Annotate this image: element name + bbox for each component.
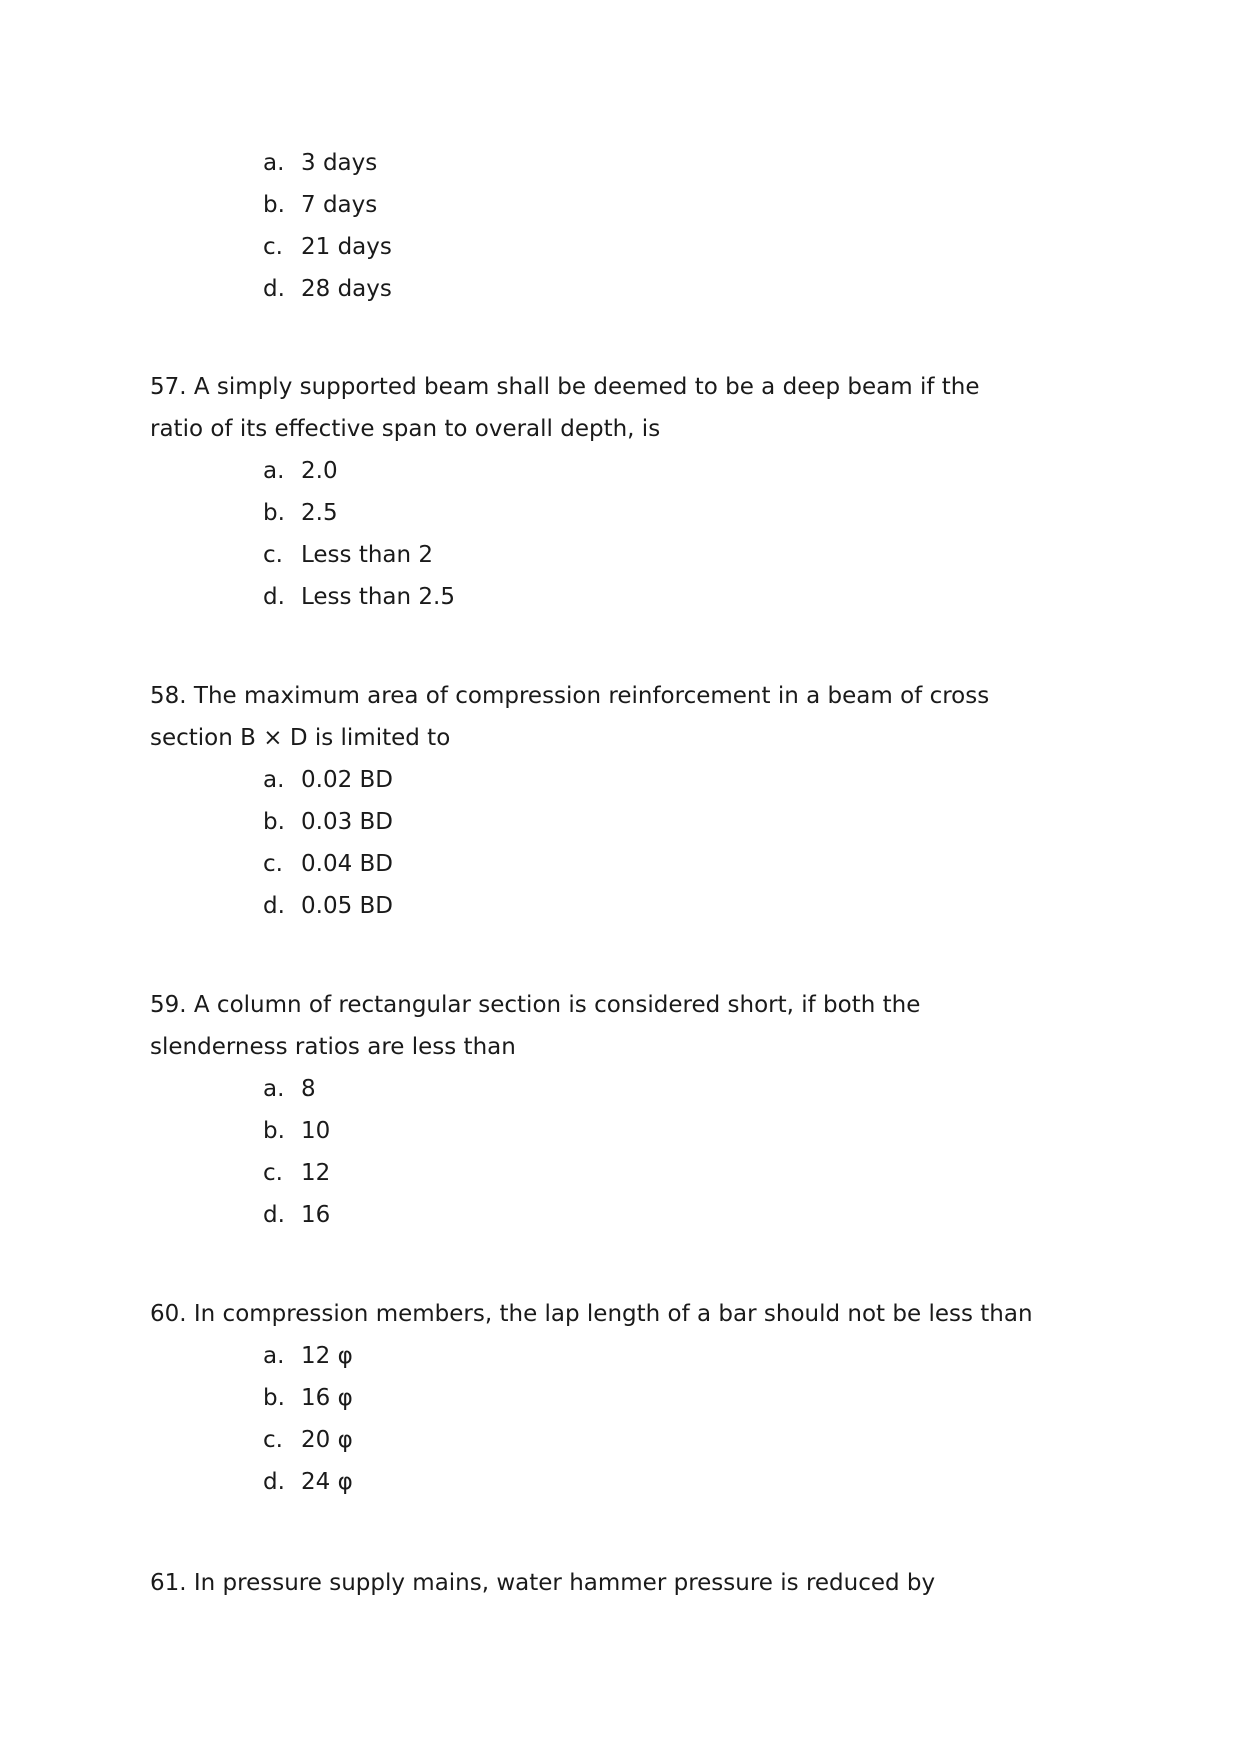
question-stem-line: 61. In pressure supply mains, water hammer pressure is reduced by	[150, 1570, 936, 1596]
option-text: 12	[301, 1160, 331, 1186]
option-text: 2.5	[301, 500, 338, 526]
option-label: a.	[263, 458, 285, 484]
option-a	[263, 1335, 1110, 1377]
question-stem-line: slenderness ratios are less than	[150, 1034, 516, 1060]
option-label: b.	[263, 1385, 285, 1411]
option-text: Less than 2.5	[301, 584, 455, 610]
option-label: a.	[263, 1076, 285, 1102]
options-list	[150, 1335, 1110, 1503]
option-label: a.	[263, 1343, 285, 1369]
option-text: 0.04 BD	[301, 851, 394, 877]
option-b	[263, 801, 1110, 843]
option-c	[263, 1152, 1110, 1194]
option-label: d.	[263, 893, 285, 919]
option-label: d.	[263, 1469, 285, 1495]
option-text: 0.02 BD	[301, 767, 394, 793]
option-a	[263, 759, 1110, 801]
option-label: c.	[263, 851, 283, 877]
option-c	[263, 534, 1110, 576]
option-label: d.	[263, 276, 285, 302]
option-label: a.	[263, 150, 285, 176]
option-b	[263, 184, 1110, 226]
option-d	[263, 885, 1110, 927]
question-stem-line: 60. In compression members, the lap length of a bar should not be less than	[150, 1301, 1033, 1327]
option-a	[263, 1068, 1110, 1110]
option-text: 0.03 BD	[301, 809, 394, 835]
question-stem-line: 59. A column of rectangular section is considered short, if both the	[150, 992, 921, 1018]
question-stem-line: 57. A simply supported beam shall be deemed to be a deep beam if the	[150, 374, 980, 400]
option-text: Less than 2	[301, 542, 434, 568]
option-text: 20 φ	[301, 1427, 353, 1453]
option-c	[263, 843, 1110, 885]
options-list	[150, 450, 1110, 618]
option-label: d.	[263, 584, 285, 610]
option-text: 16 φ	[301, 1385, 353, 1411]
option-text: 21 days	[301, 234, 392, 260]
option-label: a.	[263, 767, 285, 793]
question-stem-line: ratio of its effective span to overall depth, is	[150, 416, 661, 442]
option-c	[263, 1419, 1110, 1461]
option-d	[263, 268, 1110, 310]
option-b	[263, 1377, 1110, 1419]
option-label: b.	[263, 192, 285, 218]
option-b	[263, 1110, 1110, 1152]
option-text: 16	[301, 1202, 331, 1228]
question-57	[150, 366, 1110, 618]
option-label: d.	[263, 1202, 285, 1228]
question-59	[150, 984, 1110, 1236]
option-label: c.	[263, 1427, 283, 1453]
question-stem-line: section B × D is limited to	[150, 725, 451, 751]
option-text: 7 days	[301, 192, 378, 218]
question-61	[150, 1562, 1110, 1604]
option-text: 0.05 BD	[301, 893, 394, 919]
option-text: 28 days	[301, 276, 392, 302]
option-text: 8	[301, 1076, 316, 1102]
option-label: b.	[263, 1118, 285, 1144]
option-a	[263, 142, 1110, 184]
question-58	[150, 675, 1110, 927]
options-list	[150, 142, 1110, 310]
option-label: c.	[263, 542, 283, 568]
option-label: c.	[263, 234, 283, 260]
option-text: 24 φ	[301, 1469, 353, 1495]
option-label: b.	[263, 500, 285, 526]
option-text: 3 days	[301, 150, 378, 176]
options-list	[150, 1068, 1110, 1236]
question-60	[150, 1293, 1110, 1503]
option-label: c.	[263, 1160, 283, 1186]
option-d	[263, 1461, 1110, 1503]
option-d	[263, 1194, 1110, 1236]
option-text: 2.0	[301, 458, 338, 484]
option-a	[263, 450, 1110, 492]
option-d	[263, 576, 1110, 618]
option-label: b.	[263, 809, 285, 835]
question-56-continuation	[150, 142, 1110, 310]
option-text: 12 φ	[301, 1343, 353, 1369]
option-c	[263, 226, 1110, 268]
question-stem-line: 58. The maximum area of compression reinforcement in a beam of cross	[150, 683, 990, 709]
option-b	[263, 492, 1110, 534]
option-text: 10	[301, 1118, 331, 1144]
options-list	[150, 759, 1110, 927]
